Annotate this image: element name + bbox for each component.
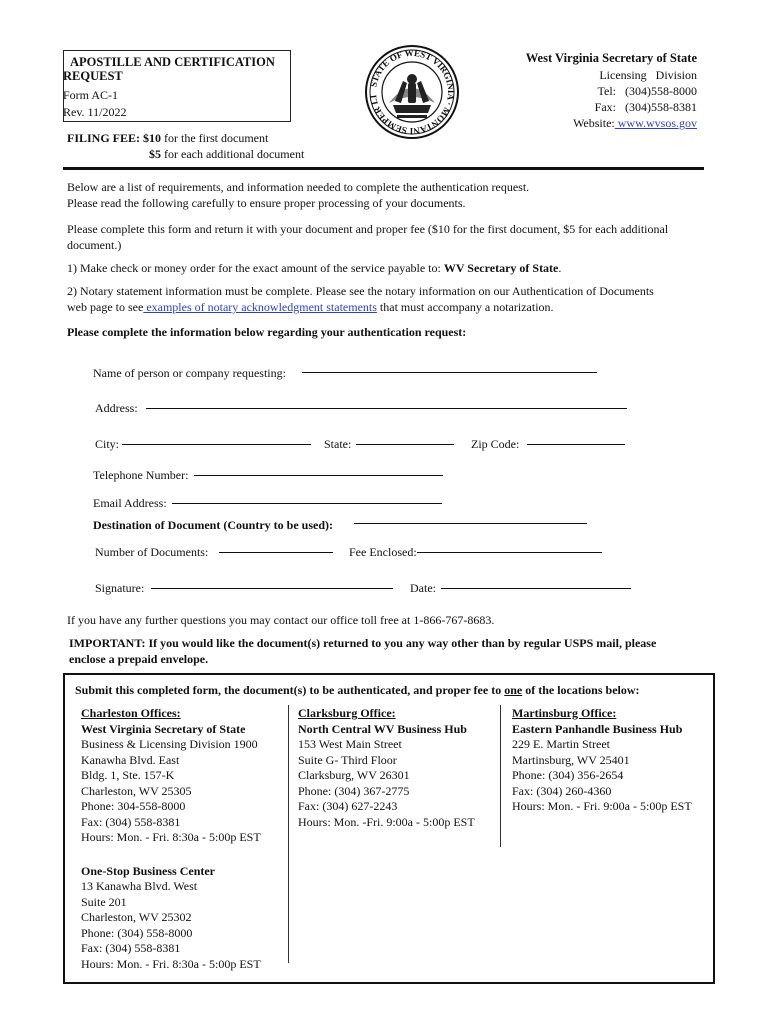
requirement-1-text: 1) Make check or money order for the exact amount of the service payable to: <box>67 261 444 275</box>
fee-additional-text: for each additional document <box>161 147 305 161</box>
zip-field[interactable] <box>527 443 625 445</box>
form-title-box <box>63 50 291 122</box>
date-field[interactable] <box>441 587 631 589</box>
signature-label: Signature: <box>95 581 145 595</box>
clarksburg-title: Clarksburg Office: <box>298 706 396 720</box>
agency-name: West Virginia Secretary of State <box>525 51 697 65</box>
martinsburg-org: Eastern Panhandle Business Hub <box>512 721 683 736</box>
agency-fax: Fax: (304)558-8381 <box>594 100 697 114</box>
city-field[interactable] <box>122 443 311 445</box>
fee-enclosed-label: Fee Enclosed: <box>349 545 417 559</box>
onestop-line: Suite 201 <box>81 894 127 909</box>
charleston-line: Fax: (304) 558-8381 <box>81 814 181 829</box>
form-instruction: Please complete the information below regarding your authentication request: <box>67 325 467 339</box>
important-line1: IMPORTANT: If you would like the document(s) returned to you any way other than by regular USPS mail, please <box>69 636 657 650</box>
agency-contact <box>526 50 697 131</box>
charleston-title: Charleston Offices: <box>81 706 181 720</box>
charleston-line: Business & Licensing Division 1900 <box>81 737 258 751</box>
clarksburg-line: Suite G- Third Floor <box>298 752 397 767</box>
requirement-2 <box>67 283 707 315</box>
intro-paragraph-2 <box>67 221 707 253</box>
onestop-line: Phone: (304) 558-8000 <box>81 925 193 940</box>
num-docs-label: Number of Documents: <box>95 545 209 559</box>
onestop-title: One-Stop Business Center <box>81 863 216 878</box>
clarksburg-line: Clarksburg, WV 26301 <box>298 768 410 782</box>
fee-first-text: for the first document <box>161 131 269 145</box>
contact-note: If you have any further questions you may contact our office toll free at 1-866-767-8683. <box>67 613 495 627</box>
signature-field[interactable] <box>151 587 393 589</box>
onestop-line: Charleston, WV 25302 <box>81 910 192 924</box>
svg-text:STATE OF WEST VIRGINIA · MONTA: STATE OF WEST VIRGINIA · MONTANI SEMPER LI <box>368 47 457 137</box>
state-seal-icon <box>361 43 463 141</box>
num-docs-field[interactable] <box>219 551 333 553</box>
form-title-line2: REQUEST <box>63 69 123 83</box>
martinsburg-line: Hours: Mon. - Fri. 9:00a - 5:00p EST <box>512 799 692 813</box>
state-field[interactable] <box>356 443 454 445</box>
city-label: City: <box>95 437 120 451</box>
martinsburg-line: 229 E. Martin Street <box>512 737 610 751</box>
destination-label: Destination of Document (Country to be used): <box>93 518 333 532</box>
name-field[interactable] <box>302 371 597 373</box>
requirement-1: 1) Make check or money order for the exact amount of the service payable to: WV Secretary of State. <box>67 261 562 275</box>
column-divider-1 <box>288 705 289 963</box>
onestop-line: Hours: Mon. - Fri. 8:30a - 5:00p EST <box>81 956 261 971</box>
clarksburg-line: Hours: Mon. -Fri. 9:00a - 5:00p EST <box>298 814 475 829</box>
fee-label: FILING FEE <box>67 131 137 145</box>
fee-first-amount: $10 <box>143 131 162 145</box>
intro-p2-line2: document.) <box>67 238 122 252</box>
charleston-line: Bldg. 1, Ste. 157-K <box>81 768 175 782</box>
date-label: Date: <box>410 581 436 595</box>
header-divider <box>63 167 704 170</box>
clarksburg-line: 153 West Main Street <box>298 737 402 751</box>
name-label: Name of person or company requesting: <box>93 366 286 380</box>
address-label: Address: <box>95 401 138 415</box>
important-note <box>69 635 709 667</box>
submit-locations-box <box>63 673 715 984</box>
martinsburg-line: Martinsburg, WV 25401 <box>512 752 630 767</box>
clarksburg-line: Phone: (304) 367-2775 <box>298 783 410 798</box>
destination-field[interactable] <box>354 522 587 524</box>
agency-website <box>526 115 697 131</box>
requirement-2-pre: web page to see <box>67 300 144 314</box>
charleston-line: Hours: Mon. - Fri. 8:30a - 5:00p EST <box>81 830 261 844</box>
charleston-org: West Virginia Secretary of State <box>81 721 246 736</box>
filing-fee: FILING FEE: $10 for the first document $5 for each additional document <box>67 131 305 161</box>
email-field[interactable] <box>172 502 442 504</box>
form-number: Form AC-1 <box>63 88 119 102</box>
column-divider-2 <box>500 705 501 847</box>
intro-p2-line1: Please complete this form and return it with your document and proper fee ($10 for the first document, $5 for each additional <box>67 222 669 236</box>
agency-division: Licensing Division <box>599 68 697 82</box>
clarksburg-org: North Central WV Business Hub <box>298 721 467 736</box>
email-label: Email Address: <box>93 496 167 510</box>
agency-tel: Tel: (304)558-8000 <box>597 84 697 98</box>
important-line2: enclose a prepaid envelope. <box>69 652 209 666</box>
notary-examples-link[interactable]: examples of notary acknowledgment statements <box>143 300 377 314</box>
martinsburg-office <box>512 706 692 815</box>
charleston-line: Charleston, WV 25305 <box>81 783 192 798</box>
intro-p1-line2: Please read the following carefully to ensure proper processing of your documents. <box>67 196 466 210</box>
onestop-line: 13 Kanawha Blvd. West <box>81 879 198 893</box>
intro-p1-line1: Below are a list of requirements, and information needed to complete the authentication request. <box>67 180 530 194</box>
phone-label: Telephone Number: <box>93 468 189 482</box>
onestop-line: Fax: (304) 558-8381 <box>81 941 181 955</box>
address-field[interactable] <box>146 407 627 409</box>
payee-name: WV Secretary of State <box>443 261 559 275</box>
intro-paragraph-1 <box>67 179 707 211</box>
martinsburg-title: Martinsburg Office: <box>512 706 617 720</box>
clarksburg-line: Fax: (304) 627-2243 <box>298 799 398 813</box>
form-revision: Rev. 11/2022 <box>63 105 127 119</box>
website-link[interactable]: www.wvsos.gov <box>614 116 697 130</box>
website-label: Website: <box>573 116 615 130</box>
requirement-2-line1: 2) Notary statement information must be complete. Please see the notary information on our Authentication of Documents <box>67 284 654 298</box>
martinsburg-line: Phone: (304) 356-2654 <box>512 768 624 782</box>
zip-label: Zip Code: <box>471 437 520 451</box>
charleston-office <box>81 706 261 972</box>
state-label: State: <box>324 437 352 451</box>
clarksburg-office <box>298 706 475 830</box>
form-title-line1: APOSTILLE AND CERTIFICATION <box>70 55 275 69</box>
charleston-line: Phone: 304-558-8000 <box>81 799 186 813</box>
charleston-line: Kanawha Blvd. East <box>81 752 180 767</box>
phone-field[interactable] <box>194 474 443 476</box>
requirement-2-post: that must accompany a notarization. <box>376 300 554 314</box>
submit-heading: Submit this completed form, the document(s) to be authenticated, and proper fee to one of the locations below: <box>75 683 640 697</box>
fee-additional-amount: $5 <box>149 147 161 161</box>
martinsburg-line: Fax: (304) 260-4360 <box>512 783 612 798</box>
fee-enclosed-field[interactable] <box>417 551 602 553</box>
